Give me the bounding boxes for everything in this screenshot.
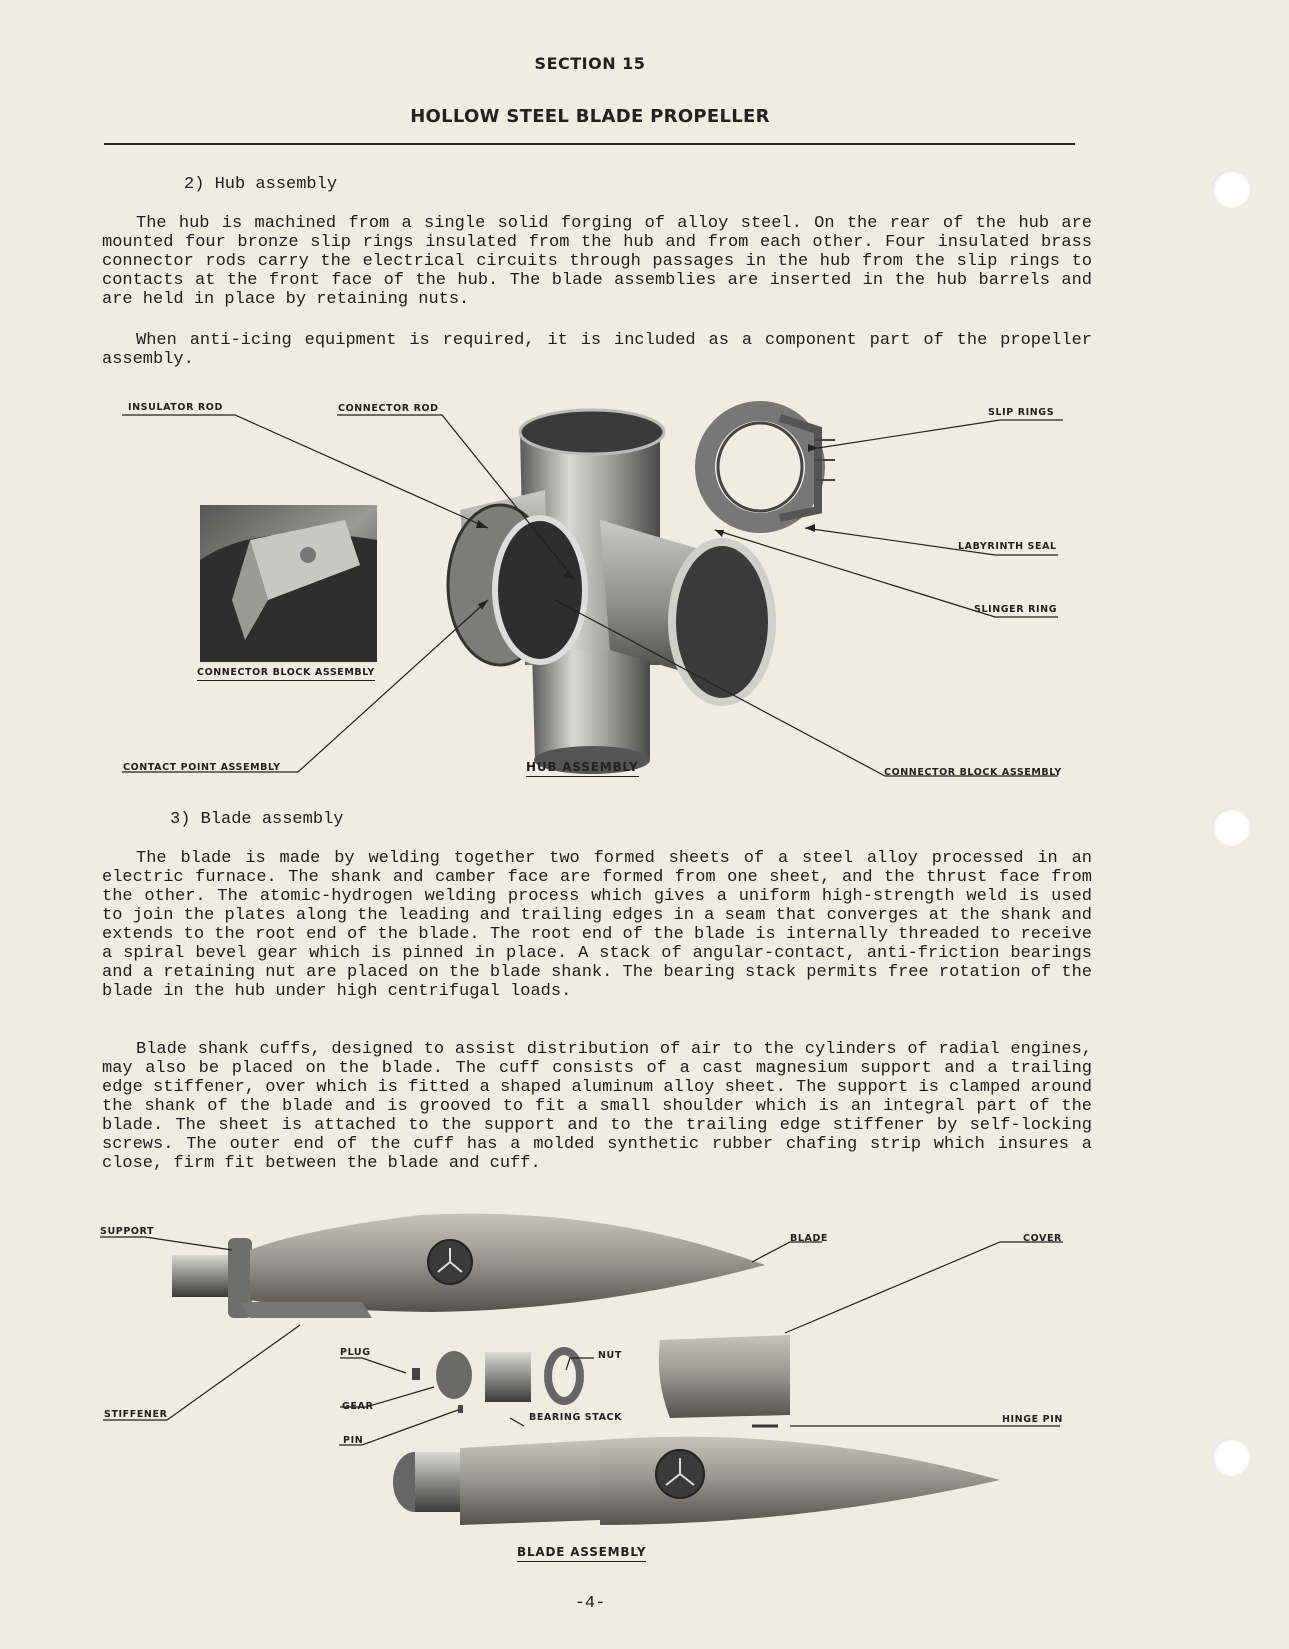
label-slinger-ring: SLINGER RING xyxy=(974,604,1058,615)
blade-heading: 3) Blade assembly xyxy=(170,810,344,829)
hub-heading: 2) Hub assembly xyxy=(184,175,338,194)
blade-paragraph-2: Blade shank cuffs, designed to assist distribution of air to the cylinders of radial engines, may also be placed on the blade. The cuff consists of a cast magnesium support and a trailing edge stiffener, over which is fitted a shaped aluminum alloy sheet. The support is clamped around the shank of the blade and is grooved to fit a small shoulder which is an integral part of the blade. The sheet is attached to the support and to the trailing edge stiffener by self-locking screws. The outer end of the cuff has a molded synthetic rubber chafing strip which insures a close, firm fit between the blade and cuff. xyxy=(102,1040,1092,1173)
label-blade: BLADE xyxy=(790,1233,829,1244)
label-slip-rings: SLIP RINGS xyxy=(988,407,1055,418)
upper-blade-photo xyxy=(172,1214,765,1318)
label-labyrinth-seal: LABYRINTH SEAL xyxy=(958,541,1057,552)
label-stiffener: STIFFENER xyxy=(104,1409,168,1420)
label-connector-block-inset: CONNECTOR BLOCK ASSEMBLY xyxy=(197,667,375,681)
label-hinge-pin: HINGE PIN xyxy=(1002,1414,1063,1425)
label-support: SUPPORT xyxy=(100,1226,155,1237)
label-pin: PIN xyxy=(343,1435,364,1446)
lower-blade-photo xyxy=(393,1437,1000,1525)
label-connector-block-assembly: CONNECTOR BLOCK ASSEMBLY xyxy=(884,767,1062,778)
page-title: HOLLOW STEEL BLADE PROPELLER xyxy=(410,106,770,127)
label-bearing-stack: BEARING STACK xyxy=(529,1412,623,1423)
label-plug: PLUG xyxy=(340,1347,371,1358)
page-number: -4- xyxy=(574,1594,606,1613)
hub-paragraph-1: The hub is machined from a single solid forging of alloy steel. On the rear of the hub are mounted four bronze slip rings insulated from the hub and from each other. Four insulated brass connector rods carry the electrical circuits through passages in the hub from the slip rings to contacts at the front face of the hub. The blade assemblies are inserted in the hub barrels and are held in place by retaining nuts. xyxy=(102,214,1092,309)
blade-assembly-caption: BLADE ASSEMBLY xyxy=(517,1545,646,1562)
hub-assembly-caption: HUB ASSEMBLY xyxy=(526,760,639,777)
blade-paragraph-1: The blade is made by welding together two formed sheets of a steel alloy processed in an electric furnace. The shank and camber face are formed from one sheet, and the thrust face from the other. The atomic-hydrogen welding process which gives a uniform high-strength weld is used to join the plates along the leading and trailing edges in a seam that converges at the shank and extends to the root end of the blade. The root end of the blade is internally threaded to receive a spiral bevel gear which is pinned in place. A stack of angular-contact, anti-friction bearings and a retaining nut are placed on the blade shank. The bearing stack permits free rotation of the blade in the hub under high centrifugal loads. xyxy=(102,849,1092,1001)
label-nut: NUT xyxy=(598,1350,622,1361)
label-insulator-rod: INSULATOR ROD xyxy=(128,402,223,413)
section-number: SECTION 15 xyxy=(534,54,646,73)
hub-paragraph-2: When anti-icing equipment is required, it is included as a component part of the propeller assembly. xyxy=(102,331,1092,369)
label-cover: COVER xyxy=(1023,1233,1062,1244)
label-gear: GEAR xyxy=(342,1401,374,1412)
label-connector-rod: CONNECTOR ROD xyxy=(338,403,439,414)
label-contact-point-assembly: CONTACT POINT ASSEMBLY xyxy=(123,762,281,773)
